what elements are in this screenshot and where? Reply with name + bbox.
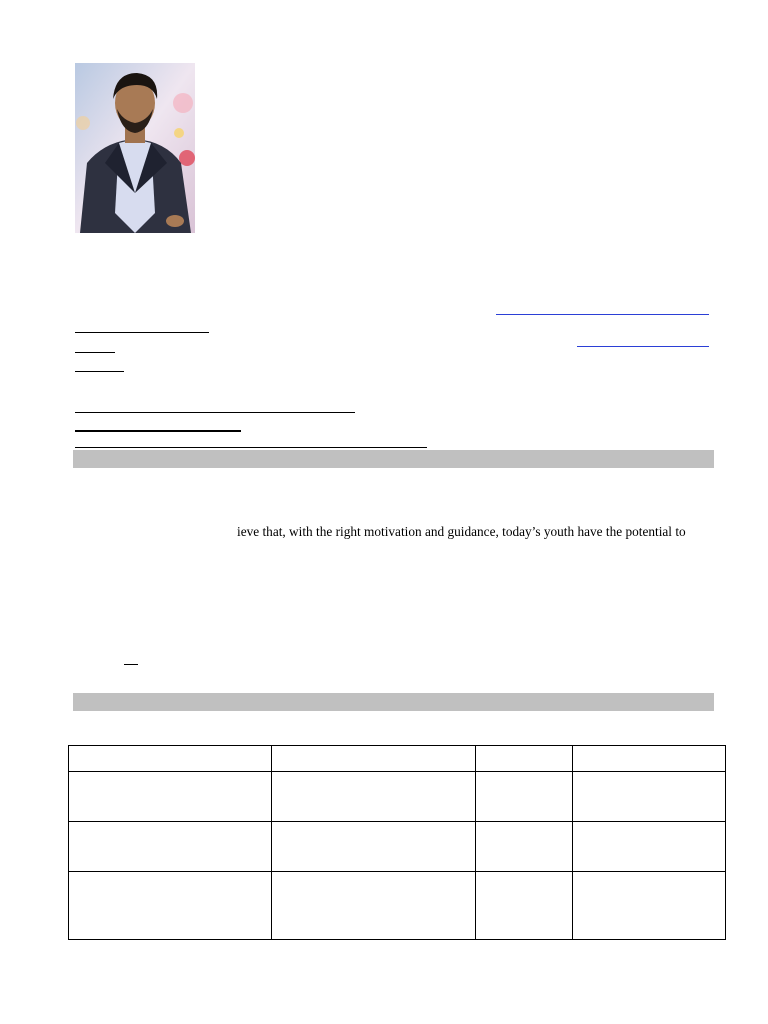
table-cell bbox=[69, 822, 272, 872]
table-cell bbox=[271, 872, 476, 940]
underline-mark bbox=[124, 664, 138, 665]
section-bar-objective bbox=[73, 450, 714, 468]
contact-link-2-underline[interactable] bbox=[577, 346, 709, 347]
section-bar-education bbox=[73, 693, 714, 711]
table-cell bbox=[271, 772, 476, 822]
table-cell bbox=[573, 872, 726, 940]
table-cell bbox=[271, 746, 476, 772]
contact-link-1-underline[interactable] bbox=[496, 314, 709, 315]
heading-underline-1 bbox=[75, 412, 355, 413]
contact-line-3-underline bbox=[75, 371, 124, 372]
table-row bbox=[69, 822, 726, 872]
table-cell bbox=[69, 746, 272, 772]
table-cell bbox=[271, 822, 476, 872]
table-cell bbox=[476, 772, 573, 822]
table-header-row bbox=[69, 746, 726, 772]
table-cell bbox=[573, 772, 726, 822]
table-cell bbox=[69, 872, 272, 940]
table-cell bbox=[573, 822, 726, 872]
table-cell bbox=[69, 772, 272, 822]
profile-photo bbox=[75, 63, 195, 233]
education-table bbox=[68, 745, 726, 940]
table-cell bbox=[476, 746, 573, 772]
table-row bbox=[69, 772, 726, 822]
contact-line-2-underline bbox=[75, 352, 115, 353]
table-cell bbox=[476, 872, 573, 940]
heading-underline-2 bbox=[75, 430, 241, 432]
contact-line-1-underline bbox=[75, 332, 209, 333]
table-row bbox=[69, 872, 726, 940]
table-cell bbox=[476, 822, 573, 872]
heading-underline-3 bbox=[75, 447, 427, 448]
table-cell bbox=[573, 746, 726, 772]
objective-text: ieve that, with the right motivation and guidance, today’s youth have the potential to bbox=[237, 524, 686, 539]
